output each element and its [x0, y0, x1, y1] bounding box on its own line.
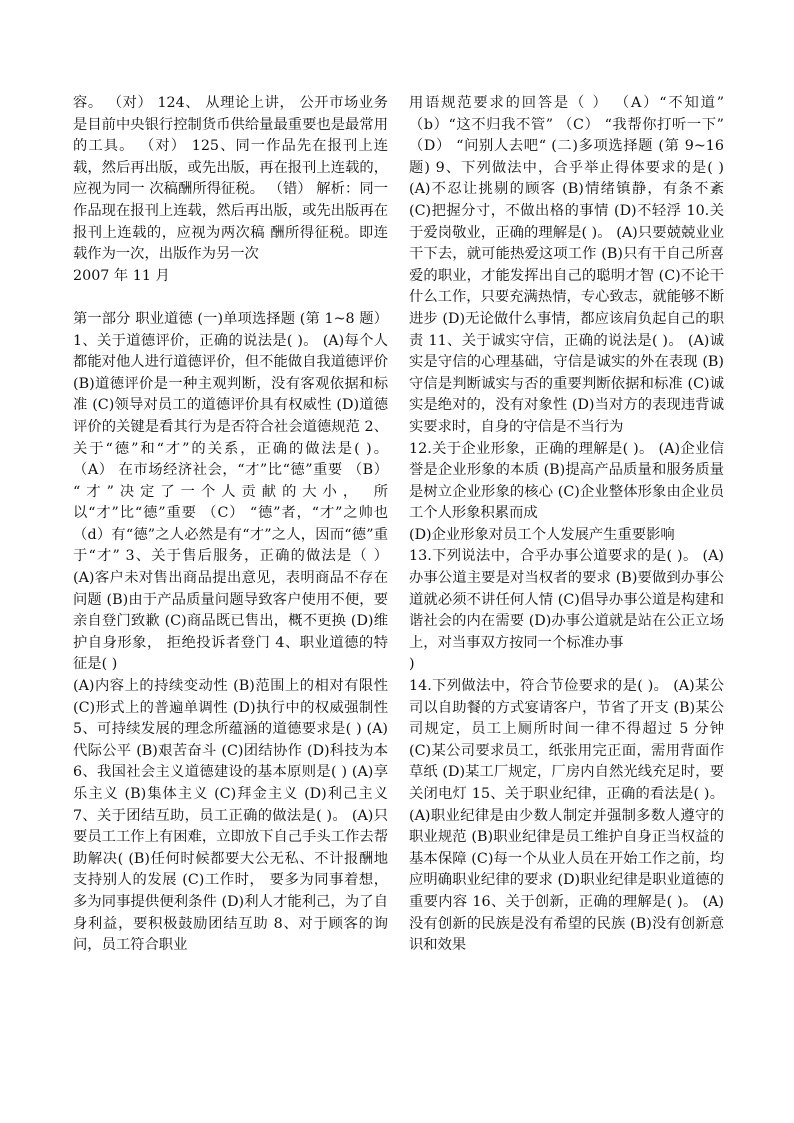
paragraph-gap: [73, 287, 388, 309]
paragraph-ethics-questions-1-4: 第一部分 职业道德 (一)单项选择题 (第 1~8 题） 1、关于道德评价，正确的说法是( )。 (A)每个人都能对他人进行道德评价，但不能做自我道德评价 (B)道德评价是一种主观判断，没有客观依据和标准 (C)领导对员工的道德评价具有权威性 (D)道德评价的关键是看其行为是否符合社会道德规范 2、关于“德”和“才”的关系，正确的做法是( )。 （A） 在市场经济社会，“才”比“德”重要 （B） “才”决定了一个人贡献的大小， 所以“才”比“德”重要 （C） “德”者，“才”之帅也 （d）有“德”之人必然是有“才”之人，因而“德”重于“才” 3、关于售后服务，正确的做法是（ ） (A)客户未对售出商品提出意见，表明商品不存在问题 (B)由于产品质量问题导致客户使用不便，要亲自登门致歉 (C)商品既已售出，概不更换 (D)维护自身形象， 拒绝投诉者登门 4、职业道德的特征是( ): [73, 310, 393, 673]
paragraph-question-12-d: (D)企业形象对员工个人发展产生重要影响: [409, 526, 675, 543]
paragraph-ethics-questions-4-8: (A)内容上的持续变动性 (B)范围上的相对有限性 (C)形式上的普遍单调性 (D)执行中的权威强制性 5、可持续发展的理念所蕴涵的道德要求是( ) (A)代际公平 (B)艰苦奋斗 (C)团结协作 (D)科技为本 6、我国社会主义道德建设的基本原则是( ) (A)享乐主义 (B)集体主义 (C)拜金主义 (D)利己主义 7、关于团结互助，员工正确的做法是( )。 (A)只要员工工作上有困难，立即放下自己手头工作去帮助解决( (B)任何时候都要大公无私、不计报酬地支持别人的发展 (C)工作时， 要多为同事着想， 多为同事提供便利条件 (D)利人才能利己，为了自身利益，要积极鼓励团结互助 8、对于顾客的询问，员工符合职业: [73, 678, 393, 954]
paragraph-tax-answers: 容。 （对） 124、 从理论上讲， 公开市场业务是目前中央银行控制货币供给量最重要也是最常用的工具。 （对） 125、同一作品先在报刊上连载，然后再出版，或先出版，再在报刊上连载的，应视为同一 次稿酬所得征税。 （错） 解析：同一作品现在报刊上连载，然后再出版，或先出版再在报刊上连载的，应视为两次稿 酬所得征税。即连载作为一次，出版作为另一次: [73, 95, 388, 263]
stray-parenthesis: ): [409, 656, 415, 673]
paragraph-questions-14-16: 14.下列做法中，符合节俭要求的是( )。 (A)某公司以自助餐的方式宴请客户，节省了开支 (B)某公司规定，员工上厕所时间一律不得超过 5 分钟 (C)某公司要求员工，纸张用完正面，需用背面作草纸 (D)某工厂规定，厂房内自然光线充足时，要关闭电灯 15、关于职业纪律，正确的看法是( )。 (A)职业纪律是由少数人制定并强制多数人遵守的职业规范 (B)职业纪律是员工维护自身正当权益的基本保障 (C)每一个从业人员在开始工作之前，均应明确职业纪律的要求 (D)职业纪律是职业道德的重要内容 16、关于创新，正确的理解是( )。 (A)没有创新的民族是没有希望的民族 (B)没有创新意识和效果: [409, 678, 729, 954]
paragraph-questions-8-11: 用语规范要求的回答是（ ） （A）“不知道” （b）“这不归我不管” （C） “我帮你打听一下” （D） “问别人去吧“ (二)多项选择题 (第 9~16 题) 9、下列做法中，合乎举止得体要求的是( ) (A)不忍让挑剔的顾客 (B)情绪镇静，有条不紊 (C)把握分寸，不做出格的事情 (D)不轻浮 10.关于爱岗敬业，正确的理解是( )。 (A)只要兢兢业业干下去，就可能热爱这项工作 (B)只有干自己所喜爱的职业，才能发挥出自己的聪明才智 (C)不论干什么工作，只要充满热情，专心致志，就能够不断进步 (D)无论做什么事情，都应该肩负起自己的职责 11、关于诚实守信，正确的说法是( )。 (A)诚实是守信的心理基础，守信是诚实的外在表现 (B)守信是判断诚实与否的重要判断依据和标准 (C)诚实是绝对的，没有对象性 (D)当对方的表现违背诚实要求时，自身的守信是不当行为: [409, 95, 729, 435]
paragraph-question-13: 13.下列说法中，合乎办事公道要求的是( )。 (A)办事公道主要是对当权者的要求 (B)要做到办事公道就必须不讲任何人情 (C)倡导办事公道是构建和谐社会的内在需要 (D)办事公道就是站在公正立场上，对当事双方按同一个标准办事: [409, 548, 724, 651]
right-column: [409, 93, 729, 957]
paragraph-question-12: 12.关于企业形象，正确的理解是( )。 (A)企业信誉是企业形象的本质 (B)提高产品质量和服务质量是树立企业形象的核心 (C)企业整体形象由企业员工个人形象积累而成: [409, 440, 724, 522]
date-heading: 2007 年 11 月: [73, 267, 170, 284]
left-column: [73, 93, 393, 957]
